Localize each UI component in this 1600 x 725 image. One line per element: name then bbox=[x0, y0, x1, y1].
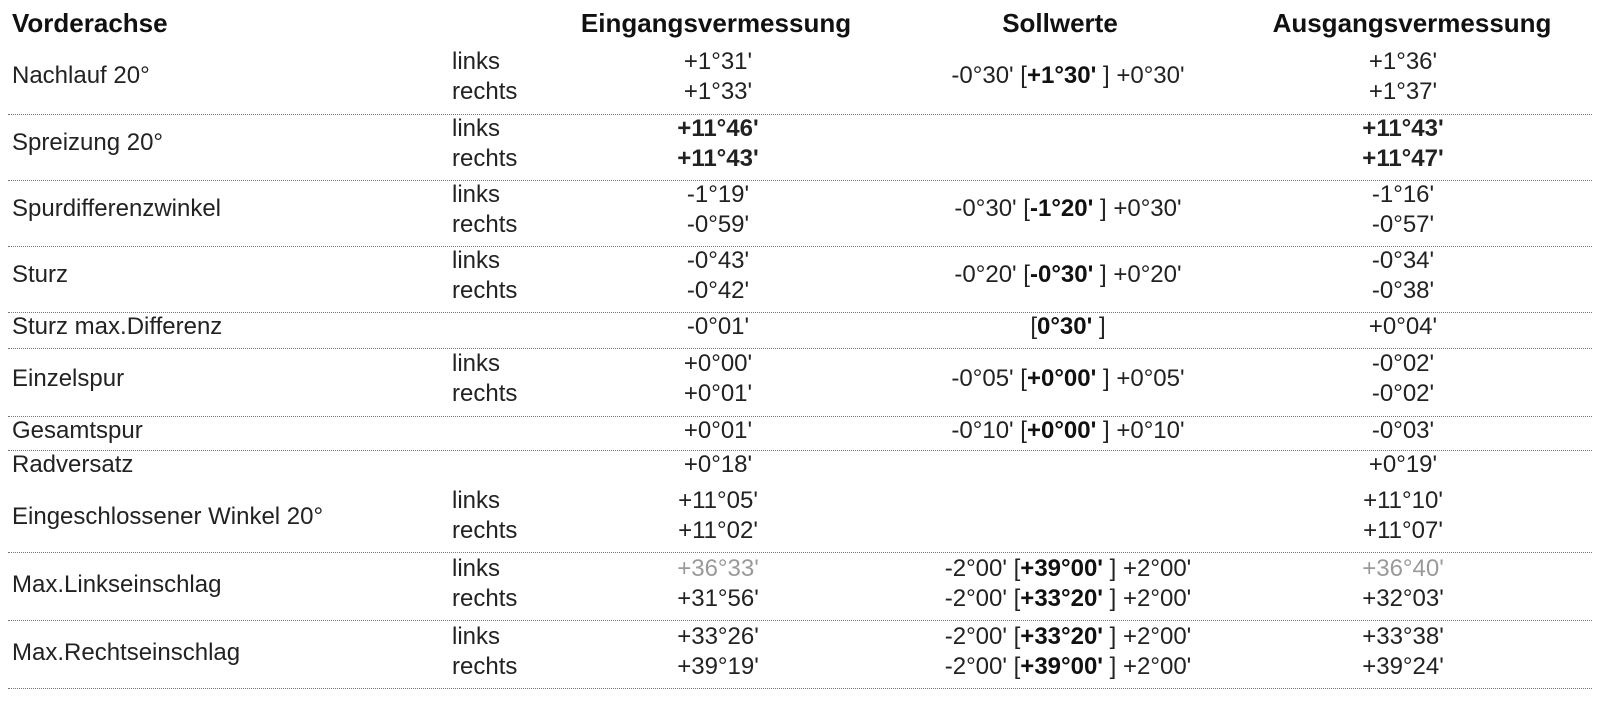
side-label: rechts bbox=[452, 380, 518, 407]
input-value: +33°26' bbox=[677, 623, 759, 650]
side-label: links bbox=[452, 555, 501, 582]
target-value: -0°20' [-0°30' ] +0°20' bbox=[954, 261, 1182, 288]
table-row bbox=[8, 246, 1592, 313]
side-label: rechts bbox=[452, 277, 518, 304]
input-value: -0°01' bbox=[686, 313, 750, 340]
output-value: +1°36' bbox=[1368, 48, 1438, 75]
parameter-name: Sturz max.Differenz bbox=[12, 313, 223, 340]
side-label: rechts bbox=[452, 585, 518, 612]
output-value: -0°57' bbox=[1371, 211, 1435, 238]
side-label: rechts bbox=[452, 517, 518, 544]
input-value: +0°00' bbox=[683, 350, 753, 377]
target-value: -0°30' [-1°20' ] +0°30' bbox=[954, 195, 1182, 222]
target-value: -2°00' [+33°20' ] +2°00' bbox=[944, 585, 1192, 612]
parameter-name: Nachlauf 20° bbox=[12, 62, 150, 89]
side-label: links bbox=[452, 48, 501, 75]
input-value: +1°31' bbox=[683, 48, 753, 75]
side-label: links bbox=[452, 181, 501, 208]
side-label: rechts bbox=[452, 653, 518, 680]
header-axle: Vorderachse bbox=[12, 8, 168, 38]
output-value: +0°19' bbox=[1368, 451, 1438, 478]
parameter-name: Einzelspur bbox=[12, 365, 125, 392]
target-value: -2°00' [+39°00' ] +2°00' bbox=[944, 653, 1192, 680]
input-value: +11°05' bbox=[678, 487, 758, 514]
table-row bbox=[8, 552, 1592, 621]
target-value: -0°10' [+0°00' ] +0°10' bbox=[951, 417, 1185, 444]
table-row bbox=[8, 620, 1592, 689]
table-row bbox=[8, 348, 1592, 417]
input-value: +11°46' bbox=[677, 115, 759, 142]
target-value-nominal: +33°20' bbox=[1020, 623, 1104, 650]
side-label: links bbox=[452, 247, 501, 274]
input-value: +0°01' bbox=[683, 380, 753, 407]
output-value: +33°38' bbox=[1362, 623, 1444, 650]
table-row bbox=[8, 484, 1592, 553]
target-value: -2°00' [+39°00' ] +2°00' bbox=[944, 555, 1192, 582]
header-input-measurement: Eingangsvermessung bbox=[580, 8, 852, 38]
side-label: rechts bbox=[452, 145, 518, 172]
target-value: [0°30' ] bbox=[1030, 313, 1106, 340]
side-label: rechts bbox=[452, 78, 518, 105]
side-label: links bbox=[452, 487, 501, 514]
table-row bbox=[8, 416, 1592, 451]
table-row bbox=[8, 180, 1592, 247]
input-value: -0°59' bbox=[686, 211, 750, 238]
target-value-nominal: +0°00' bbox=[1026, 417, 1097, 444]
input-value: -0°43' bbox=[686, 247, 750, 274]
side-label: rechts bbox=[452, 211, 518, 238]
output-value: +11°07' bbox=[1363, 517, 1443, 544]
target-value-nominal: +39°00' bbox=[1020, 653, 1104, 680]
target-value-nominal: +33°20' bbox=[1020, 585, 1104, 612]
header-output-measurement: Ausgangsvermessung bbox=[1272, 8, 1552, 38]
input-value: +0°18' bbox=[683, 451, 753, 478]
input-value: +36°33' bbox=[677, 555, 759, 582]
input-value: +31°56' bbox=[677, 585, 759, 612]
target-value-nominal: +0°00' bbox=[1026, 365, 1097, 392]
parameter-name: Eingeschlossener Winkel 20° bbox=[12, 503, 324, 530]
input-value: +0°01' bbox=[683, 417, 753, 444]
table-row bbox=[8, 114, 1592, 181]
output-value: -0°02' bbox=[1371, 380, 1435, 407]
output-value: +11°43' bbox=[1362, 115, 1444, 142]
output-value: +0°04' bbox=[1368, 313, 1438, 340]
header-target-values: Sollwerte bbox=[1002, 8, 1118, 38]
table-row bbox=[8, 450, 1592, 484]
side-label: links bbox=[452, 115, 501, 142]
input-value: -0°42' bbox=[686, 277, 750, 304]
target-value-nominal: 0°30' bbox=[1036, 313, 1093, 340]
output-value: +1°37' bbox=[1368, 78, 1438, 105]
parameter-name: Spreizung 20° bbox=[12, 129, 164, 156]
output-value: +36°40' bbox=[1362, 555, 1444, 582]
output-value: -0°03' bbox=[1371, 417, 1435, 444]
input-value: +1°33' bbox=[683, 78, 753, 105]
target-value: -2°00' [+33°20' ] +2°00' bbox=[944, 623, 1192, 650]
target-value-nominal: -0°30' bbox=[1029, 261, 1094, 288]
target-value: -0°05' [+0°00' ] +0°05' bbox=[951, 365, 1185, 392]
output-value: +11°47' bbox=[1362, 145, 1444, 172]
output-value: +32°03' bbox=[1362, 585, 1444, 612]
output-value: +11°10' bbox=[1363, 487, 1443, 514]
output-value: -0°38' bbox=[1371, 277, 1435, 304]
input-value: +11°02' bbox=[678, 517, 758, 544]
parameter-name: Radversatz bbox=[12, 451, 134, 478]
output-value: -0°02' bbox=[1371, 350, 1435, 377]
input-value: -1°19' bbox=[686, 181, 750, 208]
table-row bbox=[8, 41, 1592, 115]
target-value-nominal: -1°20' bbox=[1029, 195, 1094, 222]
target-value: -0°30' [+1°30' ] +0°30' bbox=[951, 62, 1185, 89]
table-row bbox=[8, 312, 1592, 349]
output-value: -0°34' bbox=[1371, 247, 1435, 274]
parameter-name: Gesamtspur bbox=[12, 417, 143, 444]
parameter-name: Max.Linkseinschlag bbox=[12, 571, 222, 598]
target-value-nominal: +39°00' bbox=[1020, 555, 1104, 582]
side-label: links bbox=[452, 623, 501, 650]
target-value-nominal: +1°30' bbox=[1026, 62, 1097, 89]
output-value: +39°24' bbox=[1362, 653, 1444, 680]
output-value: -1°16' bbox=[1371, 181, 1435, 208]
parameter-name: Max.Rechtseinschlag bbox=[12, 639, 241, 666]
input-value: +11°43' bbox=[677, 145, 759, 172]
parameter-name: Sturz bbox=[12, 261, 69, 288]
side-label: links bbox=[452, 350, 501, 377]
input-value: +39°19' bbox=[677, 653, 759, 680]
parameter-name: Spurdifferenzwinkel bbox=[12, 195, 222, 222]
